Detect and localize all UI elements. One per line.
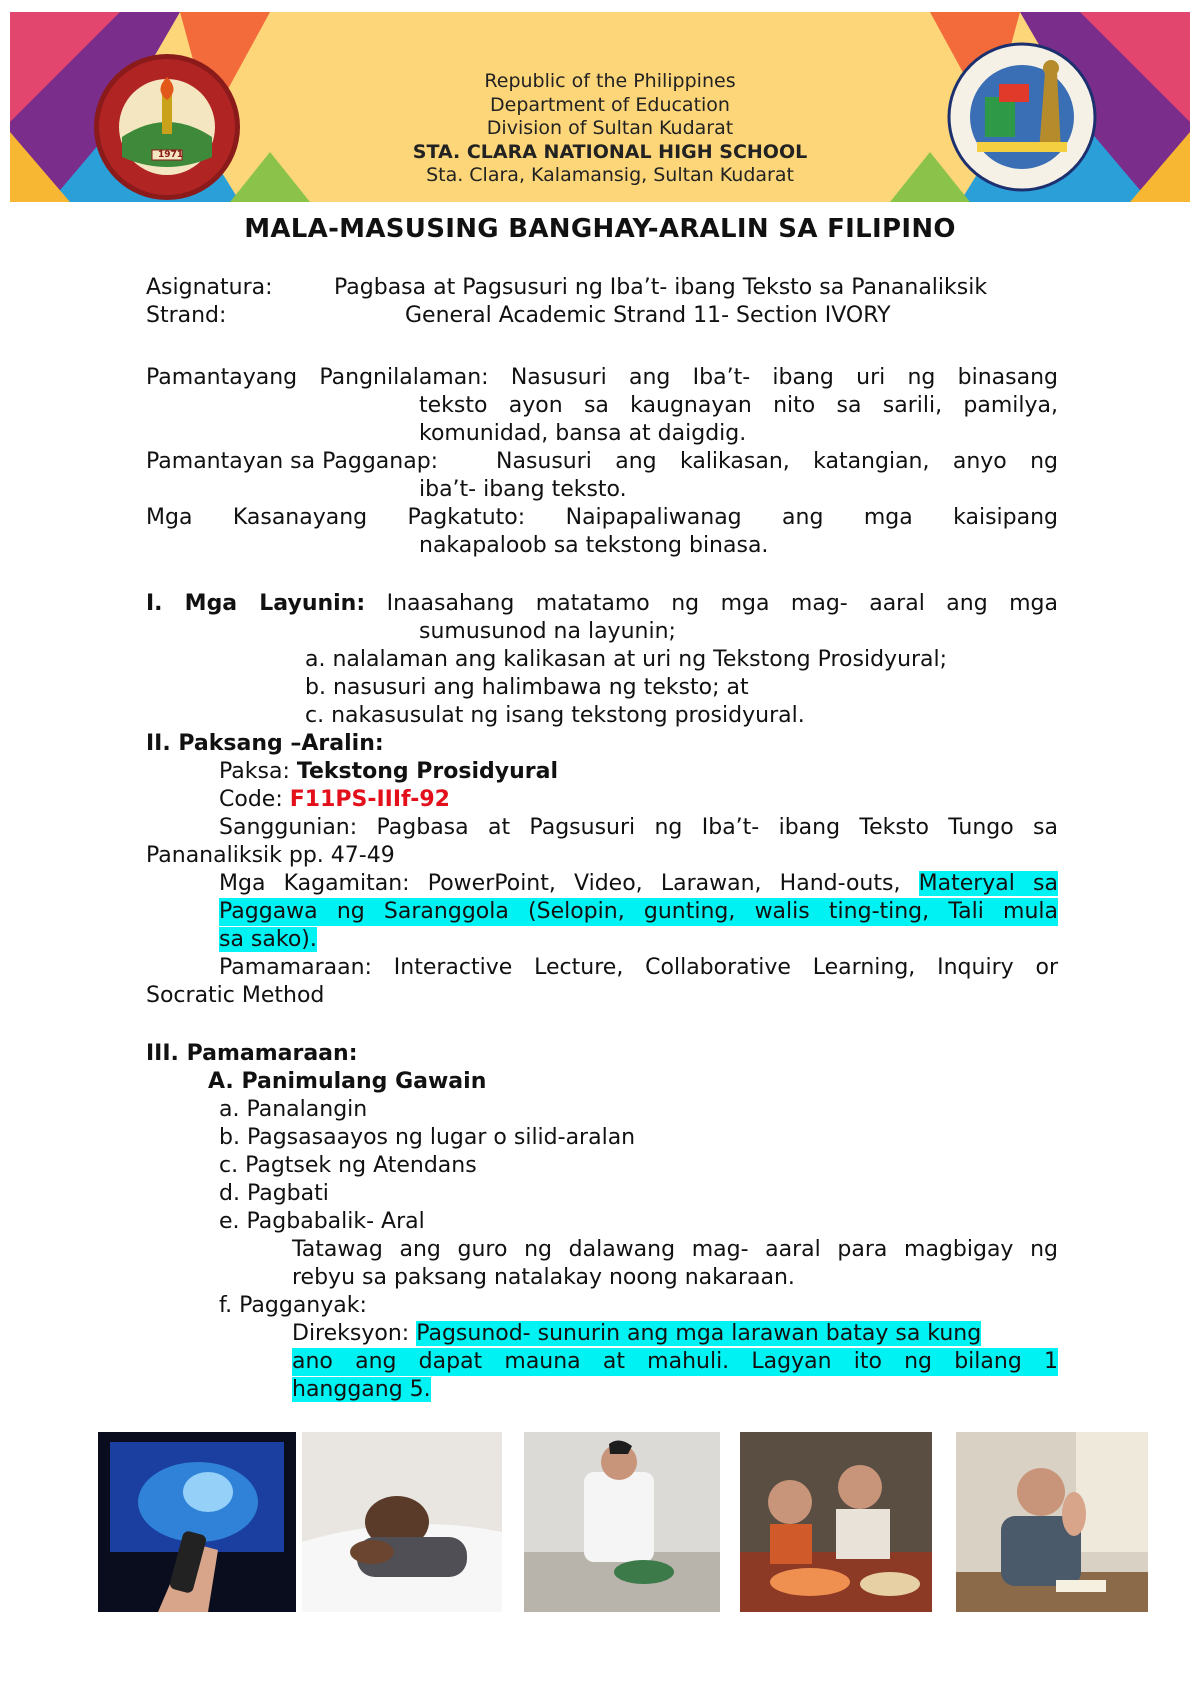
paksa-row (219, 758, 558, 786)
header-line-republic: Republic of the Philippines (484, 70, 736, 92)
direksyon-highlight-1: Pagsunod- sunurin ang mga larawan batay sa kung (416, 1321, 982, 1346)
pagganap-label: Pamantayan sa Pagganap: (146, 449, 439, 474)
header-line-division: Division of Sultan Kudarat (486, 117, 734, 139)
header-school-name: STA. CLARA NATIONAL HIGH SCHOOL (412, 140, 808, 163)
photo-tv-remote (98, 1432, 296, 1612)
direksyon-row (292, 1320, 981, 1348)
panimulang-gawain-heading: A. Panimulang Gawain (208, 1069, 487, 1094)
gawain-item: e. Pagbabalik- Aral (219, 1209, 425, 1234)
header-address: Sta. Clara, Kalamansig, Sultan Kudarat (426, 164, 794, 186)
balik-aral-line-1: Tatawag ang guro ng dalawang mag- aaral para magbigay ng (292, 1237, 1058, 1262)
photo-cooking (524, 1432, 720, 1612)
balik-aral-line-2: rebyu sa paksang natalakay noong nakaraan. (292, 1265, 795, 1290)
kasanayan-text-1: Naipapaliwanag ang mga kaisipang (565, 505, 1059, 530)
document-title: MALA-MASUSING BANGHAY-ARALIN SA FILIPINO (244, 214, 956, 244)
pagganyak-photos (98, 1432, 1178, 1612)
sanggunian-line-2: Pananaliksik pp. 47-49 (146, 843, 395, 868)
gawain-item: a. Panalangin (219, 1097, 368, 1122)
code-row (219, 786, 450, 814)
layunin-intro-2: sumusunod na layunin; (419, 619, 676, 644)
layunin-item: a. nalalaman ang kalikasan at uri ng Tekstong Prosidyural; (305, 647, 948, 672)
pagganyak-heading: f. Pagganyak: (219, 1293, 367, 1318)
paksang-aralin-heading: II. Paksang –Aralin: (146, 731, 384, 756)
layunin-item: c. nakasusulat ng isang tekstong prosidyural. (305, 703, 805, 728)
kasanayan-label: Mga Kasanayang Pagkatuto: (146, 505, 526, 530)
sanggunian-line-1: Sanggunian: Pagbasa at Pagsusuri ng Iba’t- ibang Teksto Tungo sa (219, 815, 1058, 840)
direksyon-line-3 (292, 1376, 431, 1404)
left-seal-year: 1971 (158, 150, 184, 160)
division-seal-logo (947, 42, 1097, 192)
kasanayan-text-2: nakapaloob sa tekstong binasa. (419, 533, 769, 558)
kagamitan-row (219, 870, 1058, 898)
pangnilalaman-text-1: Nasusuri ang Iba’t- ibang uri ng binasang (510, 365, 1059, 390)
direksyon-highlight-3: hanggang 5. (292, 1377, 431, 1402)
pangnilalaman-row (146, 364, 1058, 392)
layunin-intro-1: Inaasahang matatamo ng mga mag- aaral ang mga (386, 591, 1058, 616)
gawain-item: b. Pagsasaayos ng lugar o silid-aralan (219, 1125, 636, 1150)
header-text (310, 70, 910, 188)
pagganap-text-2: iba’t- ibang teksto. (419, 477, 627, 502)
direksyon-label: Direksyon: (292, 1321, 410, 1346)
pangnilalaman-text-3: komunidad, bansa at daigdig. (419, 421, 747, 446)
strand-value: General Academic Strand 11- Section IVORY (405, 303, 891, 328)
pamamaraan-method-2: Socratic Method (146, 983, 325, 1008)
kagamitan-line-3 (219, 926, 317, 954)
code-label: Code: (219, 787, 283, 812)
header-banner (10, 12, 1190, 202)
code-value: F11PS-IIIf-92 (289, 787, 450, 812)
paksa-value: Tekstong Prosidyural (296, 759, 559, 784)
pagganap-text-1: Nasusuri ang kalikasan, katangian, anyo ng (496, 449, 1058, 474)
kagamitan-highlight-2: Paggawa ng Saranggola (Selopin, gunting, walis ting-ting, Tali mula (219, 899, 1058, 924)
paksa-label: Paksa: (219, 759, 290, 784)
gawain-item: c. Pagtsek ng Atendans (219, 1153, 477, 1178)
kagamitan-text-1: Mga Kagamitan: PowerPoint, Video, Larawan, Hand-outs, (219, 871, 901, 896)
header-line-deped: Department of Education (490, 93, 730, 116)
strand-label: Strand: (146, 303, 227, 328)
layunin-item: b. nasusuri ang halimbawa ng teksto; at (305, 675, 749, 700)
pamamaraan-method-1: Pamamaraan: Interactive Lecture, Collaborative Learning, Inquiry or (219, 955, 1058, 980)
pangnilalaman-label: Pamantayang Pangnilalaman: (146, 365, 489, 390)
kagamitan-highlight-3: sa sako). (219, 927, 317, 952)
layunin-heading: I. Mga Layunin: (146, 591, 366, 616)
kasanayan-row (146, 504, 1058, 532)
gawain-item: d. Pagbati (219, 1181, 329, 1206)
direksyon-highlight-2: ano ang dapat mauna at mahuli. Lagyan ito ng bilang 1 (292, 1349, 1058, 1374)
photo-sleeping (302, 1432, 502, 1612)
photo-praying (956, 1432, 1148, 1612)
pamamaraan-heading: III. Pamamaraan: (146, 1041, 358, 1066)
school-seal-logo (92, 52, 242, 202)
pangnilalaman-text-2: teksto ayon sa kaugnayan nito sa sarili, pamilya, (419, 393, 1058, 418)
asignatura-value: Pagbasa at Pagsusuri ng Iba’t- ibang Teksto sa Pananaliksik (334, 275, 988, 300)
kagamitan-highlight-1: Materyal sa (918, 871, 1058, 896)
layunin-row (146, 590, 1058, 618)
asignatura-label: Asignatura: (146, 275, 273, 300)
photo-family-dinner (740, 1432, 932, 1612)
